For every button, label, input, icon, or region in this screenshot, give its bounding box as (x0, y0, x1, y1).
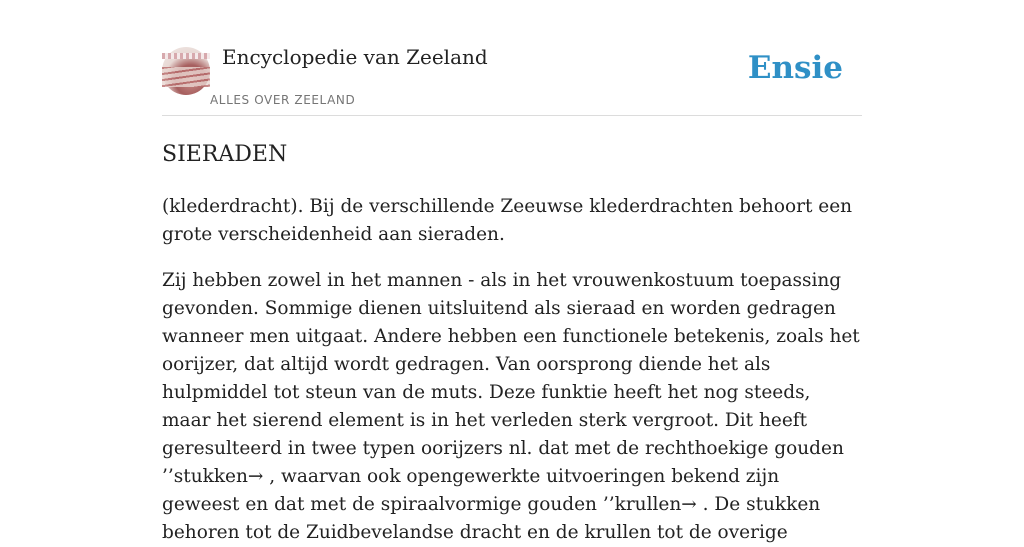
site-title[interactable]: Encyclopedie van Zeeland (222, 45, 488, 69)
article-paragraph: Zij hebben zowel in het mannen - als in het vrouwenkostuum toepassing gevonden. Sommige dienen uitsluitend als sieraad en worden gedragen wanneer men uitgaat. Andere hebben een functionele betekenis, zoals het oorijzer, dat altijd wordt gedragen. Van oorsprong diende het als hulpmiddel tot steun van de muts. Deze funktie heeft het nog steeds, maar het sierend element is in het verleden sterk vergroot. Dit heeft geresulteerd in twee typen oorijzers nl. dat met de rechthoekige gouden ’’stukken→ , waarvan ook opengewerkte uitvoeringen bekend zijn geweest en dat met de spiraalvormige gouden ’’krullen→ . De stukken behoren tot de Zuidbevelandse dracht en de krullen tot de overige (162, 270, 860, 543)
site-tagline: ALLES OVER ZEELAND (210, 93, 356, 107)
article-paragraph: (klederdracht). Bij de verschillende Zeeuwse klederdrachten behoort een grote verscheidenheid aan sieraden. (162, 196, 853, 245)
avatar-pattern-lines (162, 67, 210, 87)
site-header (162, 0, 862, 116)
avatar-pattern-band (162, 53, 210, 59)
site-avatar[interactable] (162, 47, 210, 95)
page (162, 0, 862, 547)
brand-logo[interactable]: Ensie (747, 50, 843, 86)
article-title: SIERADEN (162, 142, 288, 167)
article (162, 141, 862, 547)
